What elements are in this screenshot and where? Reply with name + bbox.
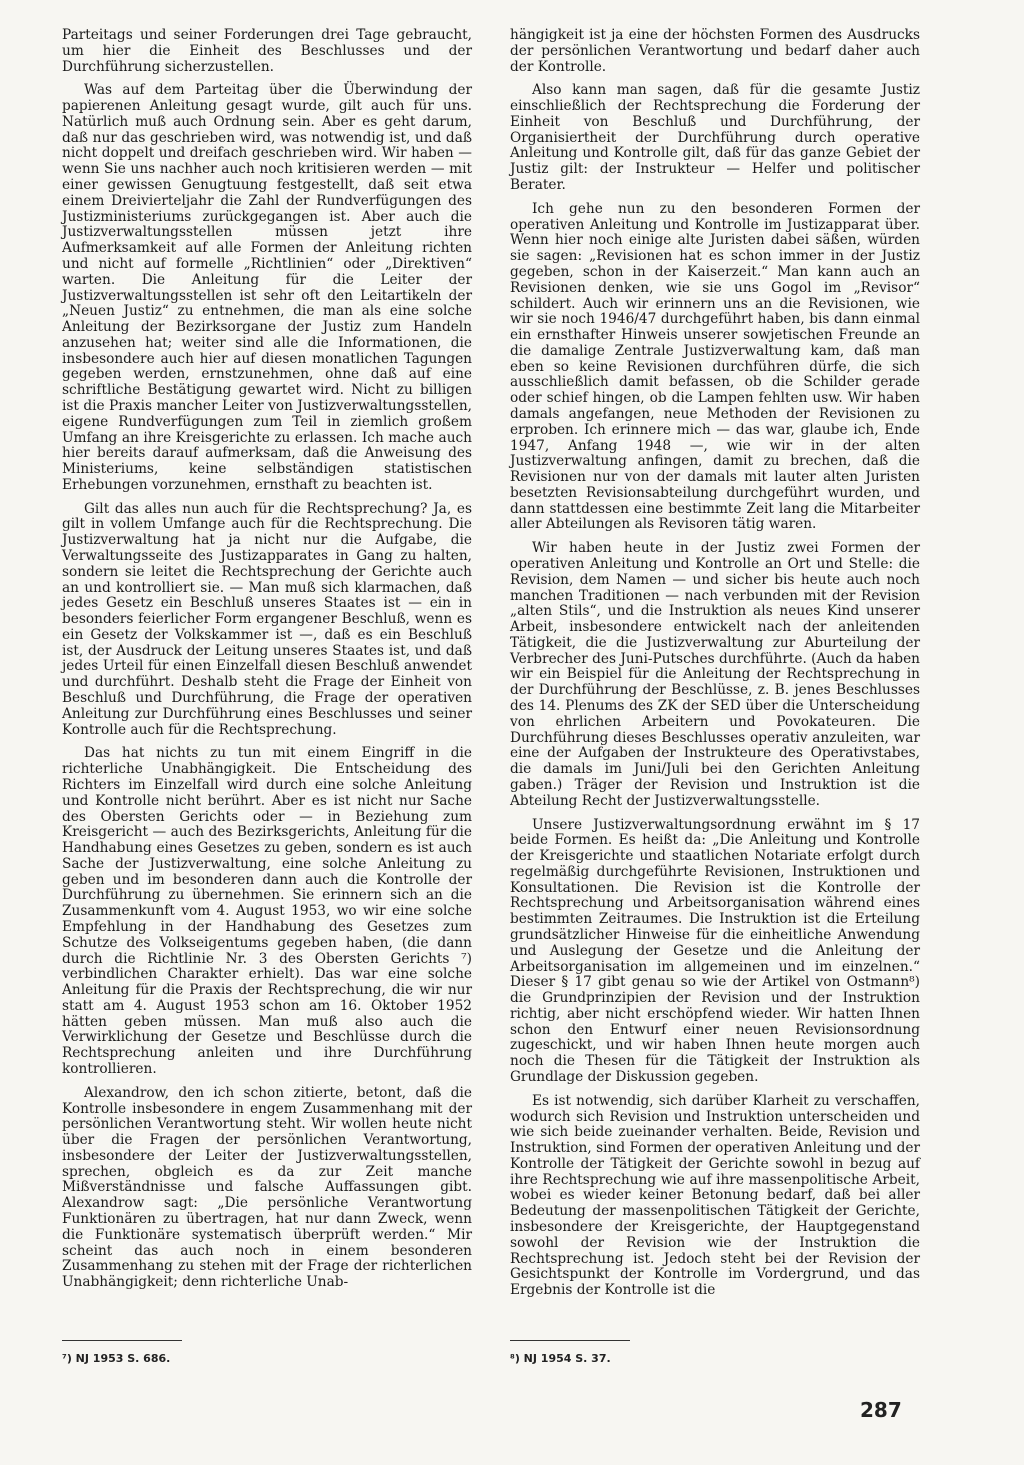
paragraph: Unsere Justizverwaltungsordnung erwähnt im § 17 beide Formen. Es heißt da: „Die Anleitung und Kontrolle der Kreisgerichte und staatlichen Notariate erfolgt durch regelmäßig durchgeführte Revisionen, Instruktionen und Konsultationen. Die Revision ist die Kontrolle der Rechtsprechung und Arbeitsorganisation während eines bestimmten Zeitraumes. Die Instruktion ist die Erteilung grundsätzlicher Hinweise für die einheitliche Anwendung und Auslegung der Gesetze und die Anleitung der Arbeitsorganisation im allgemeinen und im einzelnen.“ Dieser § 17 gibt genau so wie der Artikel von Ostmann⁸) die Grundprinzipien der Revision und der Instruktion richtig, aber nicht erschöpfend wieder. Wir hatten Ihnen schon den Entwurf einer neuen Revisionsordnung zugeschickt, und wir haben Ihnen heute morgen auch noch die Thesen für die Tätigkeit der Instruktion als Grundlage der Diskussion gegeben. [510, 816, 920, 1085]
paragraph: Ich gehe nun zu den besonderen Formen der operativen Anleitung und Kontrolle im Justizapparat über. Wenn hier noch einige alte Juristen dabei säßen, würden sie sagen: „Revisionen hat es schon immer in der Justiz gegeben, schon in der Kaiserzeit.“ Man kann auch an Revisionen denken, wie sie uns Gogol im „Revisor“ schildert. Auch wir erinnern uns an die Revisionen, wie wir sie noch 1946/47 durchgeführt haben, bis dann einmal ein ernsthafter Hinweis unserer sowjetischen Freunde an die damalige Zentrale Justizverwaltung kam, daß man eben so keine Revisionen durchführen dürfe, die sich ausschließlich damit befassen, ob die Schilder gerade oder schief hingen, ob die Lampen fehlten usw. Wir haben damals angefangen, neue Methoden der Revisionen zu erproben. Ich erinnere mich — das war, glaube ich, Ende 1947, Anfang 1948 —, wie wir in der alten Justizverwaltung anfingen, damit zu brechen, daß die Revisionen nur von der damals mit lauter alten Juristen besetzten Revisionsabteilung durchgeführt wurden, und dann stattdessen eine bestimmte Zeit lang die Mitarbeiter aller Abteilungen als Revisoren tätig waren. [510, 200, 920, 533]
paragraph: Gilt das alles nun auch für die Rechtsprechung? Ja, es gilt in vollem Umfange auch für die Rechtsprechung. Die Justizverwaltung hat ja nicht nur die Aufgabe, die Verwaltungsseite des Justizapparates in Gang zu halten, sondern sie leitet die Rechtsprechung der Gerichte auch an und kontrolliert sie. — Man muß sich klarmachen, daß jedes Gesetz ein Beschluß unseres Staates ist — ein in besonders feierlicher Form ergangener Beschluß, wenn es ein Gesetz der Volkskammer ist —, daß es ein Beschluß ist, der Ausdruck der Leitung unseres Staates ist, und daß jedes Urteil für einen Einzelfall diesen Beschluß anwendet und durchführt. Deshalb steht die Frage der Einheit von Beschluß und Durchführung, die Frage der operativen Anleitung zur Durchführung eines Beschlusses und seiner Kontrolle auch für die Rechtsprechung. [62, 500, 472, 738]
footnote-divider [62, 1340, 182, 1341]
paragraph: hängigkeit ist ja eine der höchsten Formen des Ausdrucks der persönlichen Verantwortung und bedarf daher auch der Kontrolle. [510, 27, 920, 75]
footnote: ⁸) NJ 1954 S. 37. [510, 1352, 611, 1365]
paragraph: Alexandrow, den ich schon zitierte, betont, daß die Kontrolle insbesondere in engem Zusammenhang mit der persönlichen Verantwortung steht. Wir wollen heute nicht über die Fragen der persönlichen Verantwortung, insbesondere der Leiter der Justizverwaltungsstellen, sprechen, obgleich es da zur Zeit manche Mißverständnisse und falsche Auffassungen gibt. Alexandrow sagt: „Die persönliche Verantwortung Funktionären zu übertragen, hat nur dann Zweck, wenn die Funktionäre systematisch überprüft werden.“ Mir scheint das auch noch in einem besonderen Zusammenhang zu stehen mit der Frage der richterlichen Unabhängigkeit; denn richterliche Unab- [62, 1084, 472, 1291]
paragraph: Also kann man sagen, daß für die gesamte Justiz einschließlich der Rechtsprechung die Forderung der Einheit von Beschluß und Durchführung, der Organisiertheit der Durchführung durch operative Anleitung und Kontrolle gilt, daß für das ganze Gebiet der Justiz gilt: der Instrukteur — Helfer und politischer Berater. [510, 82, 920, 194]
page-number: 287 [860, 1398, 902, 1422]
paragraph: Das hat nichts zu tun mit einem Eingriff in die richterliche Unabhängigkeit. Die Entscheidung des Richters im Einzelfall wird durch eine solche Anleitung und Kontrolle nicht berührt. Aber es ist nicht nur Sache des Obersten Gerichts oder — in Beziehung zum Kreisgericht — auch des Bezirksgerichts, Anleitung für die Handhabung eines Gesetzes zu geben, sondern es ist auch Sache der Justizverwaltung, eine solche Anleitung zu geben und im besonderen dann auch die Kontrolle der Durchführung zu übernehmen. Sie erinnern sich an die Zusammenkunft vom 4. August 1953, wo wir eine solche Empfehlung in der Handhabung des Gesetzes zum Schutze des Volkseigentums gegeben haben, (die dann durch die Richtlinie Nr. 3 des Obersten Gerichts ⁷) verbindlichen Charakter erhielt). Das war eine solche Anleitung für die Praxis der Rechtsprechung, die wir nur statt am 4. August 1953 schon am 16. Oktober 1952 hätten geben müssen. Man muß also auch die Verwirklichung der Gesetze und Beschlüsse durch die Rechtsprechung anleiten und ihre Durchführung kontrollieren. [62, 745, 472, 1077]
paragraph: Es ist notwendig, sich darüber Klarheit zu verschaffen, wodurch sich Revision und Instruktion unterscheiden und wie sich beide zueinander verhalten. Beide, Revision und Instruktion, sind Formen der operativen Anleitung und der Kontrolle der Tätigkeit der Gerichte sowohl in bezug auf ihre Rechtsprechung wie auf ihre massenpolitische Arbeit, wobei es wieder keiner Betonung bedarf, daß bei aller Bedeutung der massenpolitischen Tätigkeit der Gerichte, insbesondere der Kreisgerichte, der Hauptgegenstand sowohl der Revision wie der Instruktion die Rechtsprechung ist. Jedoch steht bei der Revision der Gesichtspunkt der Kontrolle im Vordergrund, und das Ergebnis der Kontrolle ist die [510, 1092, 920, 1299]
paragraph: Wir haben heute in der Justiz zwei Formen der operativen Anleitung und Kontrolle an Ort und Stelle: die Revision, dem Namen — und sicher bis heute auch noch manchen Traditionen — nach verbunden mit der Revision „alten Stils“, und die Instruktion als neues Kind unserer Arbeit, insbesondere entwickelt nach der anleitenden Tätigkeit, die die Justizverwaltung zur Aburteilung der Verbrecher des Juni-Putsches durchführte. (Auch da haben wir ein Beispiel für die Anleitung der Rechtsprechung in der Durchführung der Beschlüsse, z. B. jenes Beschlusses des 14. Plenums des ZK der SED über die Unterscheidung von ehrlichen Arbeitern und Povokateuren. Die Durchführung dieses Beschlusses operativ anzuleiten, war eine der Aufgaben der Instrukteure des Operativstabes, die damals im Juni/Juli bei den Gerichten Anleitung gaben.) Träger der Revision und Instruktion ist die Abteilung Recht der Justizverwaltungsstelle. [510, 540, 920, 809]
paragraph: Was auf dem Parteitag über die Überwindung der papierenen Anleitung gesagt wurde, gilt auch für uns. Natürlich muß auch Ordnung sein. Aber es geht darum, daß nur das geschrieben wird, was notwendig ist, und daß nicht doppelt und dreifach geschrieben wird. Wir haben — wenn Sie uns nachher auch noch kritisieren werden — mit einer gewissen Genugtuung festgestellt, daß seit etwa einem Dreivierteljahr die Zahl der Rundverfügungen des Justizministeriums zurückgegangen ist. Aber auch die Justizverwaltungsstellen müssen jetzt ihre Aufmerksamkeit auf alle Formen der Anleitung richten und nicht auf formelle „Richtlinien“ oder „Direktiven“ warten. Die Anleitung für die Leiter der Justizverwaltungsstellen ist sehr oft den Leitartikeln der „Neuen Justiz“ zu entnehmen, die man als eine solche Anleitung der Bezirksorgane der Justiz zum Handeln anzusehen hat; weiter sind alle die Informationen, die insbesondere auch hier auf diesen monatlichen Tagungen gegeben werden, ernstzunehmen, ohne daß auf eine schriftliche Bestätigung gewartet wird. Nicht zu billigen ist die Praxis mancher Leiter von Justizverwaltungsstellen, eigene Rundverfügungen zum Teil in ziemlich großem Umfang an ihre Kreisgerichte zu erlassen. Ich mache auch hier bereits darauf aufmerksam, daß die Anweisung des Ministeriums, keine selbständigen statistischen Erhebungen vorzunehmen, ernsthaft zu beachten ist. [62, 82, 472, 493]
footnote: ⁷) NJ 1953 S. 686. [62, 1352, 171, 1365]
right-column [510, 28, 920, 1307]
footnote-divider [510, 1340, 630, 1341]
paragraph: Parteitags und seiner Forderungen drei Tage gebraucht, um hier die Einheit des Beschlusses und der Durchführung sicherzustellen. [62, 27, 472, 75]
left-column [62, 28, 472, 1299]
